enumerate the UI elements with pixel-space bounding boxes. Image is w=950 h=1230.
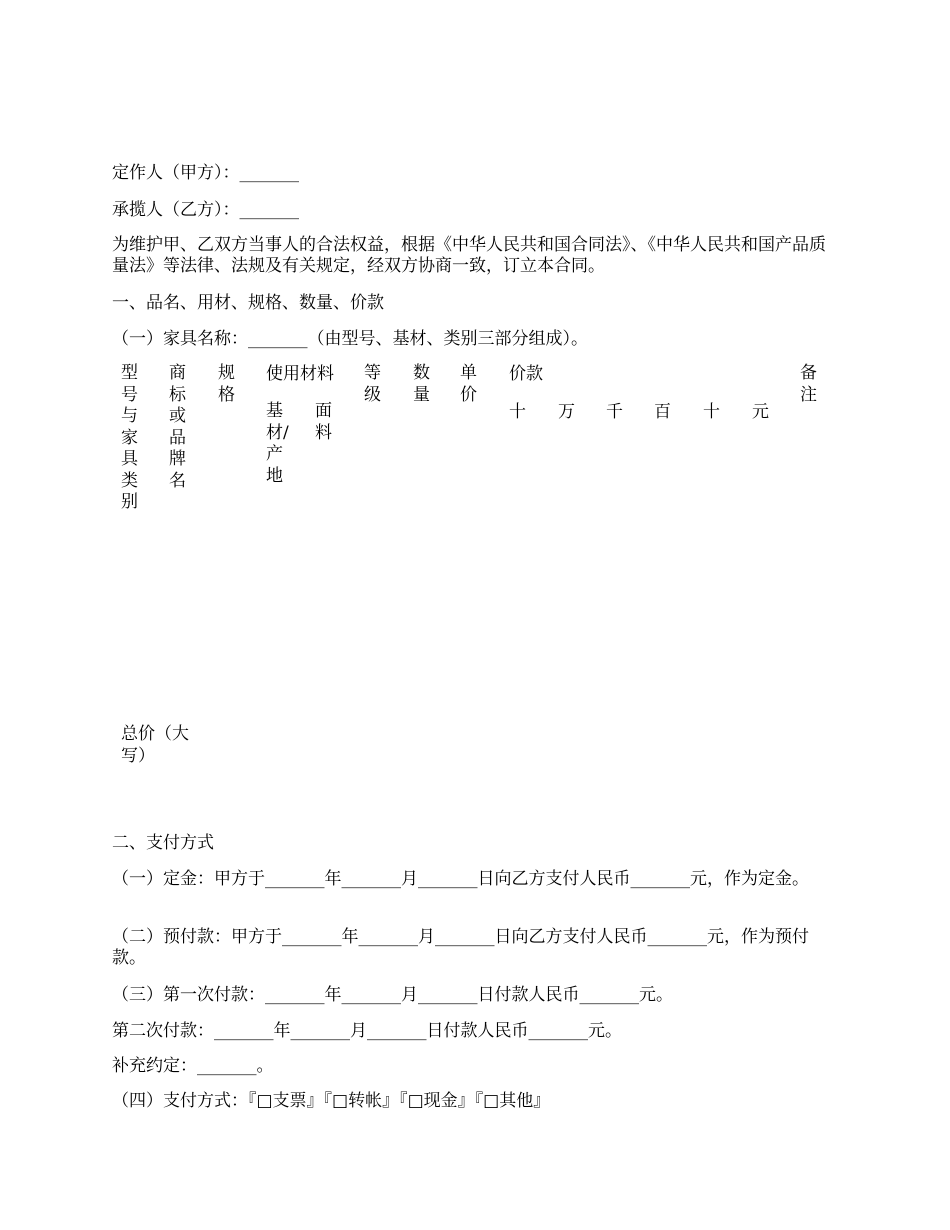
prepayment-clause: （二）预付款：甲方于_______年_______月_______日向乙方支付人民币_______元，作为预付款。 (112, 927, 809, 968)
col-base-material: 基材/产地 (266, 401, 289, 486)
col-surface-material: 面料 (315, 401, 332, 443)
col-model-category: 型号与家具类别 (121, 363, 138, 512)
col-grade: 等级 (364, 363, 381, 405)
col-brand: 商标或品牌名 (169, 363, 186, 491)
furniture-name-line: （一）家具名称：_______（由型号、基材、类别三部分组成）。 (112, 329, 588, 349)
party-b-line: 承揽人（乙方）：_______ (112, 200, 299, 220)
payment-method-line: （四）支付方式：『□支票』『□转帐』『□现金』『□其他』 (112, 1091, 551, 1111)
preamble: 为维护甲、乙双方当事人的合法权益，根据《中华人民共和国合同法》、《中华人民共和国产品质量法》等法律、法规及有关规定，经双方协商一致，订立本合同。 (112, 235, 826, 276)
digit-ten-thousands-tens: 十 (509, 402, 526, 422)
col-remarks: 备注 (800, 363, 817, 405)
digit-ten-thousand: 万 (558, 402, 575, 422)
digit-thousand: 千 (606, 402, 623, 422)
section-2-heading: 二、支付方式 (112, 833, 214, 853)
col-amount: 价款 (509, 364, 543, 384)
supplement-line: 补充约定：_______。 (112, 1056, 274, 1076)
digit-ten: 十 (703, 402, 720, 422)
digit-hundred: 百 (654, 402, 671, 422)
col-quantity: 数量 (413, 363, 430, 405)
col-spec: 规格 (218, 363, 235, 405)
col-unit-price: 单价 (460, 363, 477, 405)
col-materials: 使用材料 (266, 364, 334, 384)
total-price-label: 总价（大写） (121, 724, 189, 766)
deposit-clause: （一）定金：甲方于_______年_______月_______日向乙方支付人民币_______元，作为定金。 (112, 869, 809, 889)
section-1-heading: 一、品名、用材、规格、数量、价款 (112, 293, 384, 313)
digit-yuan: 元 (752, 402, 769, 422)
second-payment-line: 第二次付款：_______年_______月_______日付款人民币_______元。 (112, 1021, 622, 1041)
first-payment-line: （三）第一次付款：_______年_______月_______日付款人民币_______元。 (112, 985, 673, 1005)
party-a-line: 定作人（甲方）：_______ (112, 163, 299, 183)
